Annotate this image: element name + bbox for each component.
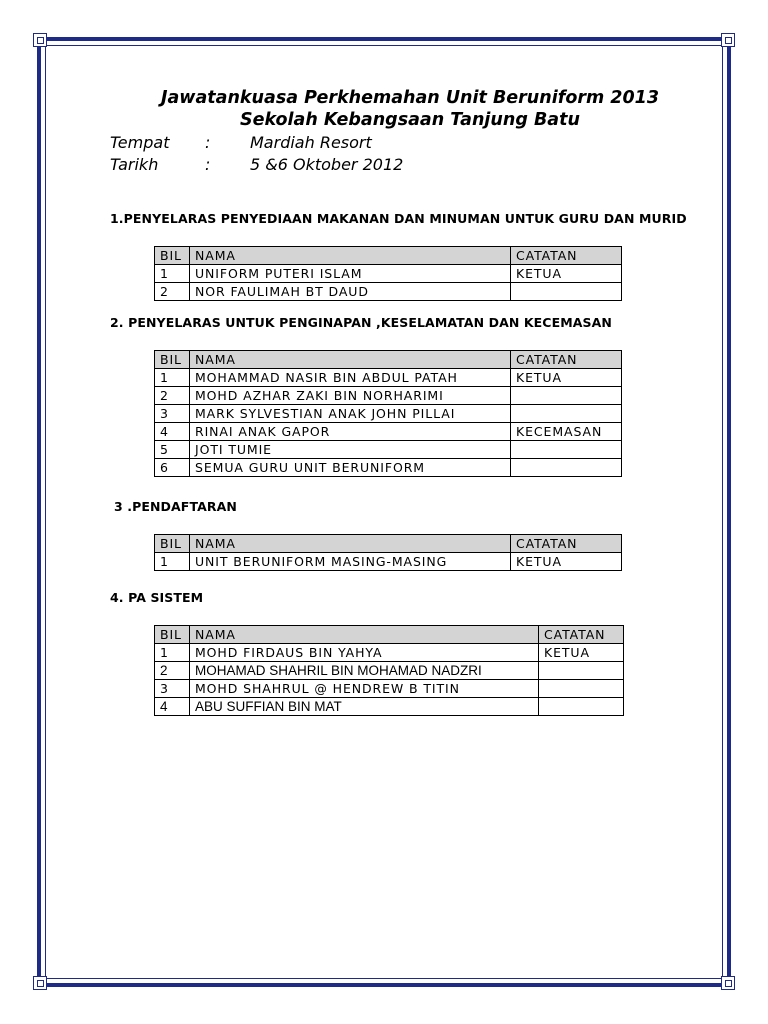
table-row: 2 MOHAMAD SHAHRIL BIN MOHAMAD NADZRI [155,662,624,680]
section-heading-pa-system: 4. PA SISTEM [110,590,204,605]
col-catatan: CATATAN [511,247,622,265]
col-nama: NAMA [190,626,539,644]
table-row: 4 ABU SUFFIAN BIN MAT [155,698,624,716]
col-bil: BIL [155,626,190,644]
table-row: 1 MOHAMMAD NASIR BIN ABDUL PATAH KETUA [155,369,622,387]
table-row: 1 UNIT BERUNIFORM MASING-MASING KETUA [155,553,622,571]
committee-table-food [154,246,622,301]
table-row: 3 MOHD SHAHRUL @ HENDREW B TITIN [155,680,624,698]
committee-table-lodging-safety [154,350,622,477]
table-header-row [155,247,622,265]
committee-table-pa-system [154,625,624,716]
col-catatan: CATATAN [511,351,622,369]
col-nama: NAMA [190,351,511,369]
date-label: Tarikh [110,155,159,174]
table-header-row [155,351,622,369]
table-header-row [155,535,622,553]
col-bil: BIL [155,351,190,369]
committee-table-registration [154,534,622,571]
table-row: 1 MOHD FIRDAUS BIN YAHYA KETUA [155,644,624,662]
table-row: 2 MOHD AZHAR ZAKI BIN NORHARIMI [155,387,622,405]
table-header-row [155,626,624,644]
table-row: 5 JOTI TUMIE [155,441,622,459]
date-value: 5 &6 Oktober 2012 [250,155,404,174]
section-heading-registration: 3 .PENDAFTARAN [114,499,237,514]
table-row: 6 SEMUA GURU UNIT BERUNIFORM [155,459,622,477]
col-catatan: CATATAN [511,535,622,553]
date-separator: : [205,155,211,174]
col-nama: NAMA [190,535,511,553]
corner-ornament-bottom-right [721,976,735,990]
col-catatan: CATATAN [539,626,624,644]
corner-ornament-top-right [721,33,735,47]
table-row: 1 UNIFORM PUTERI ISLAM KETUA [155,265,622,283]
table-row: 2 NOR FAULIMAH BT DAUD [155,283,622,301]
table-row: 4 RINAI ANAK GAPOR KECEMASAN [155,423,622,441]
document-title: Jawatankuasa Perkhemahan Unit Beruniform 2013 [160,88,659,108]
place-label: Tempat [110,133,170,152]
col-bil: BIL [155,247,190,265]
corner-ornament-bottom-left [33,976,47,990]
place-separator: : [205,133,211,152]
place-value: Mardiah Resort [250,133,372,152]
school-name: Sekolah Kebangsaan Tanjung Batu [240,110,580,130]
col-nama: NAMA [190,247,511,265]
corner-ornament-top-left [33,33,47,47]
col-bil: BIL [155,535,190,553]
section-heading-food: 1.PENYELARAS PENYEDIAAN MAKANAN DAN MINUMAN UNTUK GURU DAN MURID [110,211,687,226]
section-heading-lodging-safety: 2. PENYELARAS UNTUK PENGINAPAN ,KESELAMATAN DAN KECEMASAN [110,315,612,330]
table-row: 3 MARK SYLVESTIAN ANAK JOHN PILLAI [155,405,622,423]
